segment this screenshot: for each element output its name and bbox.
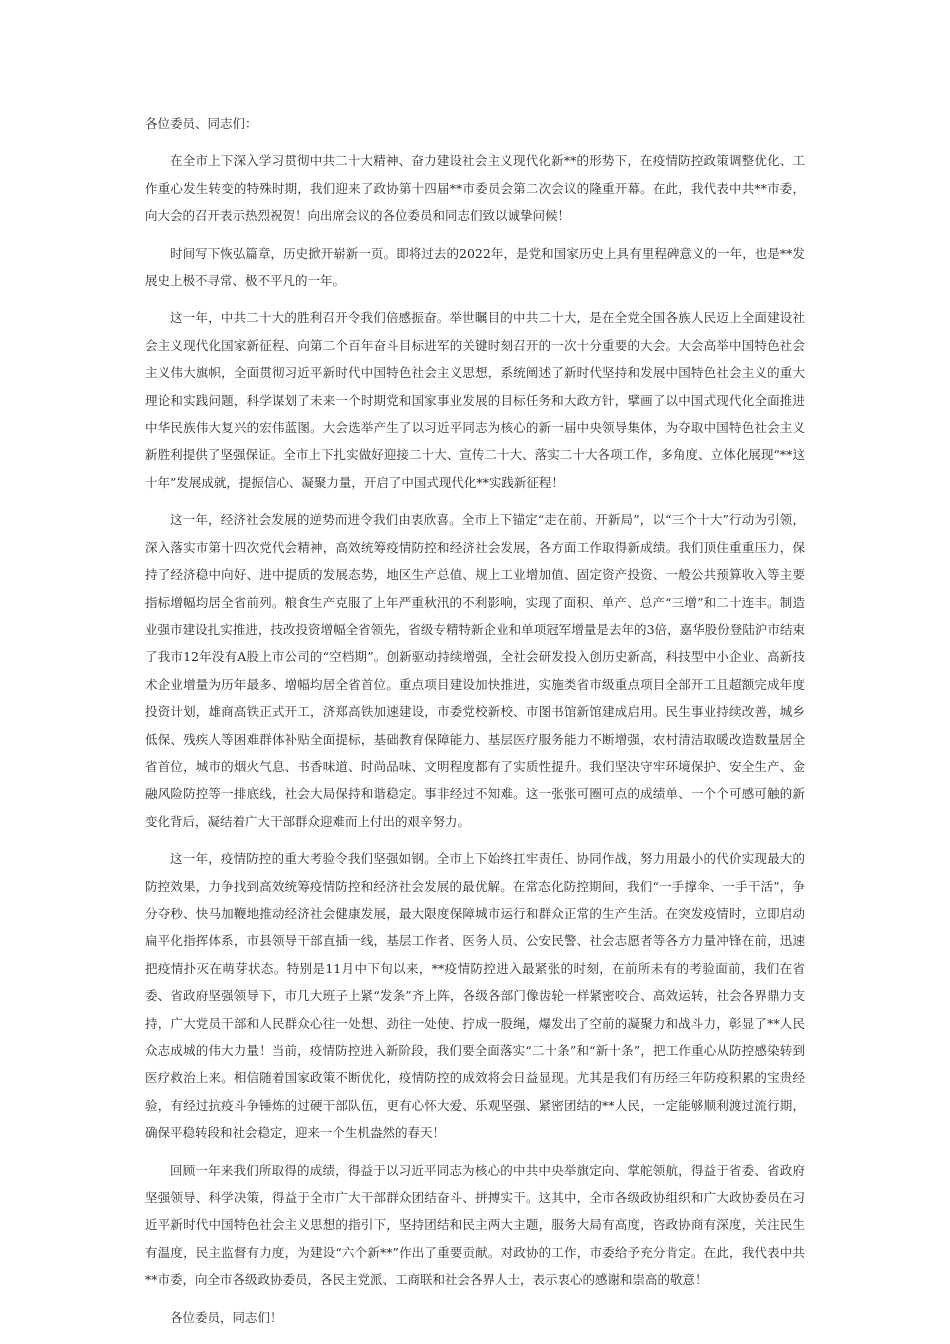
paragraph-congress: 这一年，中共二十大的胜利召开令我们倍感振奋。举世瞩目的中共二十大，是在全党全国各族人民迈上全面建设社会主义现代化国家新征程、向第二个百年奋斗目标进军的关键时刻召开的一次十分重要的大会。大会高举中国特色社会主义伟大旗帜，全面贯彻习近平新时代中国特色社会主义思想，系统阐述了新时代坚持和发展中国特色社会主义的重大理论和实践问题，科学谋划了未来一个时期党和国家事业发展的目标任务和大政方针，擘画了以中国式现代化全面推进中华民族伟大复兴的宏伟蓝图。大会选举产生了以习近平同志为核心的新一届中央领导集体，为夺取中国特色社会主义新胜利提供了坚强保证。全市上下扎实做好迎接二十大、宣传二十大、落实二十大各项工作，多角度、立体化展现“**这十年”发展成就，提振信心、凝聚力量，开启了中国式现代化**实践新征程！ <box>145 310 805 490</box>
paragraph-year-review: 时间写下恢弘篇章，历史掀开崭新一页。即将过去的2022年，是党和国家历史上具有里程碑意义的一年，也是**发展史上极不寻常、极不平凡的一年。 <box>145 245 805 289</box>
document-body <box>145 110 805 1331</box>
paragraph-acknowledgement: 回顾一年来我们所取得的成绩，得益于以习近平同志为核心的中共中央举旗定向、掌舵领航，得益于省委、省政府坚强领导、科学决策，得益于全市广大干部群众团结奋斗、拼搏实干。这其中，全市各级政协组织和广大政协委员在习近平新时代中国特色社会主义思想的指引下，坚持团结和民主两大主题，服务大局有高度，咨政协商有深度，关注民生有温度，民主监督有力度，为建设“六个新**”作出了重要贡献。对政协的工作，市委给予充分肯定。在此，我代表中共**市委，向全市各级政协委员，各民主党派、工商联和社会各界人士，表示衷心的感谢和崇高的敬意！ <box>145 1162 805 1288</box>
paragraph-epidemic: 这一年，疫情防控的重大考验令我们坚强如钢。全市上下始终扛牢责任、协同作战，努力用最小的代价实现最大的防控效果，力争找到高效统筹疫情防控和经济社会发展的最优解。在常态化防控期间，我们“一手撑伞、一手干活”，争分夺秒、快马加鞭地推动经济社会健康发展，最大限度保障城市运行和群众正常的生产生活。在突发疫情时，立即启动扁平化指挥体系，市县领导干部直插一线，基层工作者、医务人员、公安民警、社会志愿者等各方力量冲锋在前，迅速把疫情扑灭在萌芽状态。特别是11月中下旬以来，**疫情防控进入最紧张的时刻，在前所未有的考验面前，我们在省委、省政府坚强领导下，市几大班子上紧“发条”齐上阵，各级各部门像齿轮一样紧密咬合、高效运转，社会各界鼎力支持，广大党员干部和人民群众心往一处想、劲往一处使、拧成一股绳，爆发出了空前的凝聚力和战斗力，彰显了**人民众志成城的伟大力量！当前，疫情防控进入新阶段，我们要全面落实“二十条”和“新十条”，把工作重心从防控感染转到医疗救治上来。相信随着国家政策不断优化，疫情防控的成效将会日益显现。尤其是我们有历经三年防疫积累的宝贵经验，有经过抗疫斗争锤炼的过硬干部队伍，更有心怀大爱、乐观坚强、紧密团结的**人民，一定能够顺利渡过流行期，确保平稳转段和社会稳定，迎来一个生机盎然的春天！ <box>145 851 805 1141</box>
paragraph-opening: 在全市上下深入学习贯彻中共二十大精神、奋力建设社会主义现代化新**的形势下，在疫情防控政策调整优化、工作重心发生转变的特殊时期，我们迎来了政协第十四届**市委员会第二次会议的隆重开幕。在此，我代表中共**市委，向大会的召开表示热烈祝贺！向出席会议的各位委员和同志们致以诚挚问候！ <box>145 153 805 224</box>
salutation: 各位委员、同志们： <box>145 116 258 131</box>
closing-salutation: 各位委员，同志们！ <box>170 1309 283 1325</box>
paragraph-economy: 这一年，经济社会发展的逆势而进令我们由衷欣喜。全市上下锚定“走在前、开新局”，以“三个十大”行动为引领，深入落实市第十四次党代会精神，高效统筹疫情防控和经济社会发展，各方面工作取得新成绩。我们顶住重重压力，保持了经济稳中向好、进中提质的发展态势，地区生产总值、规上工业增加值、固定资产投资、一般公共预算收入等主要指标增幅均居全省前列。粮食生产克服了上年严重秋汛的不利影响，实现了面积、单产、总产“三增”和二十连丰。制造业强市建设扎实推进，技改投资增幅全省领先，省级专精特新企业和单项冠军增量是去年的3倍，嘉华股份登陆沪市结束了我市12年没有A股上市公司的“空档期”。创新驱动持续增强，全社会研发投入创历史新高，科技型中小企业、高新技术企业增量为历年最多、增幅均居全省首位。重点项目建设加快推进，实施类省市级重点项目全部开工且超额完成年度投资计划，雄商高铁正式开工，济郑高铁加速建设，市委党校新校、市图书馆新馆建成启用。民生事业持续改善，城乡低保、残疾人等困难群体补贴全面提标，基础教育保障能力、基层医疗服务能力不断增强，农村清洁取暖改造数量居全省首位，城市的烟火气息、书香味道、时尚品味、文明程度都有了实质性提升。我们坚决守牢环境保护、安全生产、金融风险防控等一排底线，社会大局保持和谐稳定。事非经过不知难。这一张张可圈可点的成绩单、一个个可感可触的新变化背后，凝结着广大干部群众迎难而上付出的艰辛努力。 <box>145 512 805 829</box>
